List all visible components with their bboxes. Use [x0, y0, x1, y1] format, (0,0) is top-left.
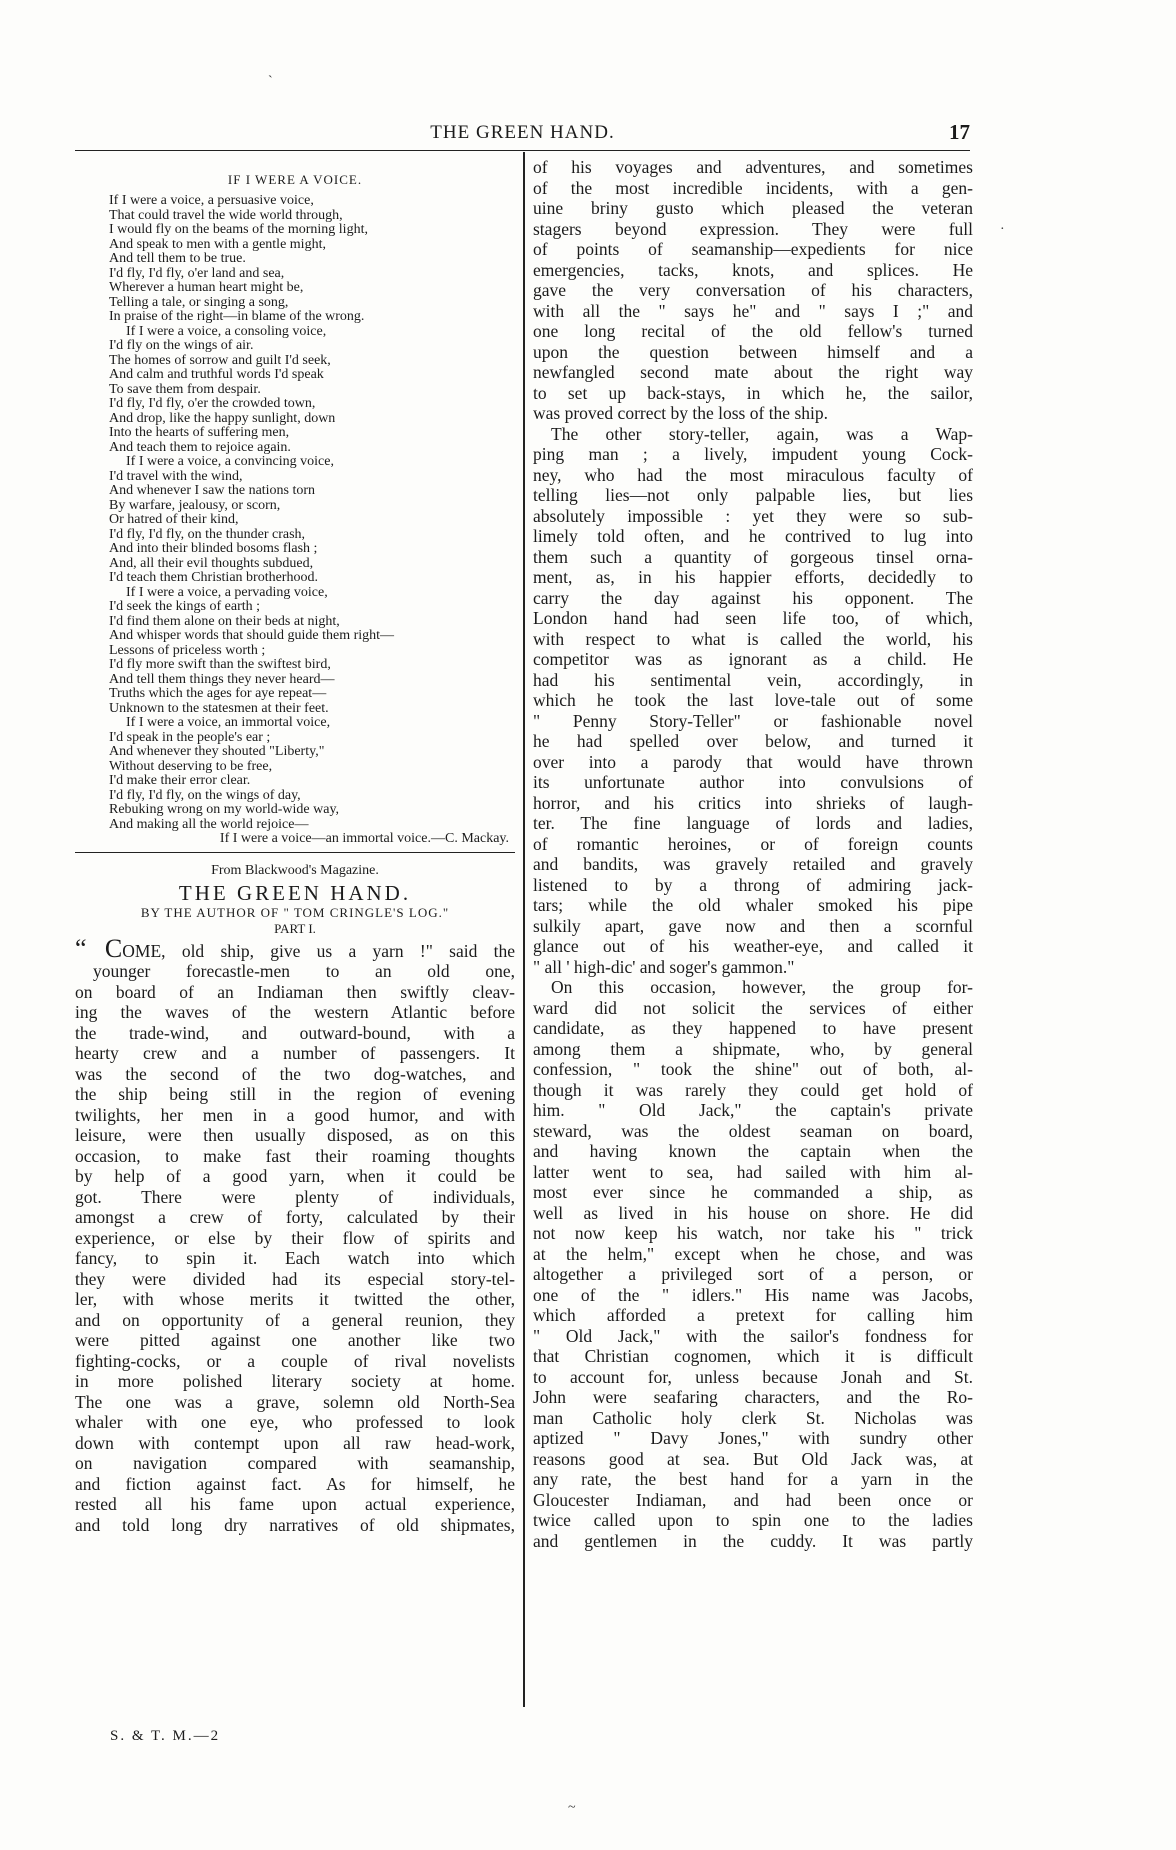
text-line: " Penny Story-Teller" or fashionable novel: [533, 710, 973, 731]
poem-line: I'd find them alone on their beds at night,: [109, 613, 340, 629]
text-line: to account for, unless because Jonah and St.: [533, 1366, 973, 1387]
text-line: competitor was as ignorant as a child. He: [533, 649, 973, 669]
text-line: on board of an Indiaman then swiftly cleav-: [75, 981, 515, 1002]
text-line: ping man ; a lively, impudent young Cock-: [533, 444, 973, 464]
left-column: [75, 157, 515, 1535]
text-line: he had spelled over below, and turned it: [533, 731, 973, 751]
poem-line: I'd fly, I'd fly, o'er the crowded town,: [109, 396, 316, 411]
poem-line: And drop, like the happy sunlight, down: [109, 410, 336, 426]
text-line: was proved correct by the loss of the ship.: [533, 403, 828, 423]
poem-line: And into their blinded bosoms flash ;: [109, 541, 318, 556]
text-line: one of the " idlers." His name was Jacobs,: [533, 1284, 973, 1305]
text-line: any rate, the best hand for a yarn in the: [533, 1469, 973, 1489]
poem-last-line: If I were a voice—an immortal voice.—C. Mackay.: [219, 831, 509, 846]
text-line: got. There were plenty of individuals,: [75, 1186, 515, 1207]
text-line: they were divided had its especial story-tel-: [75, 1268, 515, 1289]
poem-line: By warfare, jealousy, or scorn,: [109, 497, 281, 513]
page-number: 17: [949, 120, 970, 144]
poem-line: I would fly on the beams of the morning light,: [109, 222, 368, 237]
text-line: to set up back-stays, in which he, the sailor,: [533, 382, 973, 403]
poem-line: I'd fly, I'd fly, on the wings of day,: [109, 787, 301, 803]
poem-line: And tell them to be true.: [109, 251, 246, 266]
section-rule: [75, 852, 515, 853]
text-line: not now keep his watch, nor take his " trick: [533, 1223, 973, 1243]
poem-line: I'd fly, I'd fly, on the thunder crash,: [109, 526, 306, 542]
poem-line: Telling a tale, or singing a song,: [109, 294, 289, 310]
text-line: though it was rarely they could get hold of: [533, 1079, 973, 1100]
poem-line: I'd travel with the wind,: [109, 468, 243, 484]
poem-line: Or hatred of their kind,: [109, 512, 239, 527]
text-line: amongst a crew of forty, calculated by their: [75, 1207, 515, 1227]
text-line: and on opportunity of a general reunion, they: [75, 1309, 515, 1330]
text-line: ter. The fine language of lords and ladies,: [533, 813, 973, 833]
text-line: John were seafaring characters, and the Ro-: [533, 1387, 973, 1407]
poem-line: Unknown to the statesmen at their feet.: [109, 700, 329, 716]
text-line: telling lies—not only palpable lies, but lies: [533, 485, 973, 505]
text-line: them such a quantity of gorgeous tinsel orna-: [533, 546, 973, 567]
text-line: one long recital of the old fellow's turned: [533, 321, 973, 341]
poem-line: To save them from despair.: [109, 381, 261, 397]
text-line: latter went to sea, had sailed with him al-: [533, 1161, 973, 1182]
poem-line: If I were a voice, an immortal voice,: [126, 715, 331, 730]
text-line: ney, who had the most miraculous faculty of: [533, 464, 973, 485]
text-line: of romantic heroines, or of foreign counts: [533, 833, 973, 854]
text-line: rested all his fame upon actual experience,: [75, 1494, 515, 1514]
text-line: man Catholic holy clerk St. Nicholas was: [533, 1407, 973, 1428]
text-line: on navigation compared with seamanship,: [75, 1453, 515, 1473]
poem-line: And calm and truthful words I'd speak: [109, 367, 324, 382]
text-line: fancy, to spin it. Each watch into which: [75, 1248, 515, 1268]
text-line: experience, or else by their flow of spirits and: [75, 1227, 515, 1248]
text-line: glance out of his weather-eye, and called it: [533, 936, 973, 956]
text-line: leisure, were then usually disposed, as on this: [75, 1125, 515, 1145]
text-line: ler, with whose merits it twitted the other,: [75, 1289, 515, 1309]
text-line: of points of seamanship—expedients for nice: [533, 239, 973, 259]
text-line: Gloucester Indiaman, and had been once or: [533, 1489, 973, 1510]
text-line: which he took the last love-tale out of some: [533, 690, 973, 710]
poem-line: I'd fly on the wings of air.: [109, 338, 254, 353]
text-line: over into a parody that would have thrown: [533, 751, 973, 772]
text-line: that Christian cognomen, which it is difficult: [533, 1346, 973, 1366]
text-line: down with contempt upon all raw head-work,: [75, 1432, 515, 1453]
text-line: well as lived in his house on shore. He did: [533, 1202, 973, 1223]
text-line: stagers beyond expression. They were full: [533, 218, 973, 239]
text-line: fighting-cocks, or a couple of rival novelists: [75, 1350, 515, 1371]
poem-line: And, all their evil thoughts subdued,: [109, 555, 314, 571]
text-line: emergencies, tacks, knots, and splices. He: [533, 259, 973, 280]
article-body-left: [75, 939, 515, 1536]
text-line: carry the day against his opponent. The: [533, 587, 973, 608]
text-line: aptized " Davy Jones," with sundry other: [533, 1428, 973, 1448]
article-title: THE GREEN HAND.: [178, 880, 412, 905]
text-line: On this occasion, however, the group for-: [551, 977, 973, 997]
text-line: London hand had seen life too, of which,: [533, 608, 973, 628]
text-line: at the helm," except when he chose, and was: [533, 1243, 973, 1264]
running-header: [75, 120, 970, 151]
text-line: and gentlemen in the cuddy. It was partly: [533, 1530, 973, 1551]
right-column: [533, 157, 973, 1551]
text-line: sulkily apart, gave now and then a scornful: [533, 915, 973, 936]
poem-line: If I were a voice, a convincing voice,: [126, 454, 334, 469]
poem-line: If I were a voice, a pervading voice,: [126, 584, 328, 600]
stray-mark: ˋ: [268, 74, 273, 89]
text-line: " Old Jack," with the sailor's fondness for: [533, 1325, 973, 1346]
poem-line: And making all the world rejoice—: [109, 816, 309, 832]
text-line: ward did not solicit the services of either: [533, 997, 973, 1018]
text-line: the trade-wind, and outward-bound, with a: [75, 1022, 515, 1043]
text-line: younger forecastle-men to an old one,: [93, 961, 515, 981]
text-line: tars; while the old whaler smoked his pipe: [533, 895, 973, 915]
poem-line: And teach them to rejoice again.: [109, 439, 291, 455]
poem-line: I'd fly, I'd fly, o'er land and sea,: [109, 265, 285, 281]
poem-line: Lessons of priceless worth ;: [109, 642, 266, 658]
running-title: THE GREEN HAND.: [430, 122, 615, 143]
text-line: and bandits, was gravely retailed and gravely: [533, 854, 973, 874]
text-line: absolutely impossible : yet they were so sub-: [533, 505, 973, 526]
poem-line: I'd teach them Christian brotherhood.: [109, 570, 318, 585]
poem-line: And tell them things they never heard—: [109, 671, 335, 687]
text-line: of his voyages and adventures, and sometimes: [533, 157, 973, 177]
poem-line: That could travel the wide world through,: [109, 207, 343, 223]
text-line: uine briny gusto which pleased the veteran: [533, 198, 973, 218]
poem-line: I'd make their error clear.: [109, 773, 251, 788]
article-body-right: [533, 157, 973, 1551]
text-line: most ever since he commanded a ship, as: [533, 1182, 973, 1202]
text-line: by help of a good yarn, when it could be: [75, 1166, 515, 1186]
poem-body: [75, 194, 515, 832]
poem-line: Truths which the ages for aye repeat—: [109, 686, 327, 701]
text-line: “ COME, old ship, give us a yarn !" said the: [75, 939, 515, 962]
text-line: reasons good at sea. But Old Jack was, at: [533, 1448, 973, 1469]
text-line: ing the waves of the western Atlantic before: [75, 1002, 515, 1022]
text-line: occasion, to make fast their roaming thoughts: [75, 1145, 515, 1166]
poem-line: The homes of sorrow and guilt I'd seek,: [109, 352, 331, 368]
text-line: with respect to what is called the world, his: [533, 628, 973, 649]
poem-line: I'd seek the kings of earth ;: [109, 599, 261, 614]
text-line: listened to by a throng of admiring jack-: [533, 874, 973, 895]
text-line: whaler with one eye, who professed to look: [75, 1412, 515, 1432]
poem-line: If I were a voice, a persuasive voice,: [109, 193, 314, 208]
text-line: twice called upon to spin one to the ladies: [533, 1510, 973, 1530]
poem-line: And whenever they shouted "Liberty,": [109, 744, 325, 759]
text-line: were pitted against one another like two: [75, 1330, 515, 1350]
stray-mark: ·: [1000, 222, 1005, 237]
poem-line: Into the hearts of suffering men,: [109, 425, 290, 440]
text-line: which afforded a pretext for calling him: [533, 1305, 973, 1325]
text-line: horror, and his critics into shrieks of laugh-: [533, 792, 973, 813]
text-line: newfangled second mate about the right way: [533, 362, 973, 382]
text-line: candidate, as they happened to have present: [533, 1018, 973, 1038]
text-line: hearty crew and a number of passengers. It: [75, 1043, 515, 1063]
text-line: of the most incredible incidents, with a gen-: [533, 177, 973, 198]
text-line: him. " Old Jack," the captain's private: [533, 1100, 973, 1120]
signature-mark: S. & T. M.—2: [110, 1728, 221, 1744]
poem-line: I'd speak in the people's ear ;: [109, 729, 271, 745]
text-line: " all ' high-dic' and soger's gammon.": [533, 956, 795, 977]
text-line: upon the question between himself and a: [533, 341, 973, 362]
text-line: steward, was the oldest seaman on board,: [533, 1120, 973, 1141]
poem-line: I'd fly more swift than the swiftest bird,: [109, 657, 331, 672]
text-line: had his sentimental vein, accordingly, in: [533, 669, 973, 690]
text-line: with all the " says he" and " says I ;" and: [533, 300, 973, 321]
text-line: and told long dry narratives of old shipmates,: [75, 1514, 515, 1535]
text-line: The other story-teller, again, was a Wap-: [551, 423, 973, 444]
text-line: twilights, her men in a good humor, and with: [75, 1104, 515, 1125]
article-part: PART I.: [274, 920, 316, 936]
text-line: ment, as, in his happier efforts, decidedly to: [533, 567, 973, 587]
text-line: confession, " took the shine" out of both, al-: [533, 1059, 973, 1079]
text-line: limely told often, and he contrived to lug into: [533, 526, 973, 546]
poem-line: In praise of the right—in blame of the wrong.: [109, 309, 365, 324]
text-line: among them a shipmate, who, by general: [533, 1038, 973, 1059]
text-line: The one was a grave, solemn old North-Sea: [75, 1391, 515, 1412]
poem-line: And speak to men with a gentle might,: [109, 236, 326, 252]
text-line: its unfortunate author into convulsions of: [533, 772, 973, 792]
text-line: and having known the captain when the: [533, 1141, 973, 1161]
text-line: the ship being still in the region of evening: [75, 1084, 515, 1104]
article-source: From Blackwood's Magazine.: [211, 862, 379, 878]
drop-cap: “ C: [75, 938, 123, 961]
text-line: altogether a privileged sort of a person, or: [533, 1264, 973, 1284]
poem-line: Rebuking wrong on my world-wide way,: [109, 802, 340, 817]
poem-line: And whisper words that should guide them right—: [109, 628, 395, 643]
poem-line: If I were a voice, a consoling voice,: [126, 323, 327, 339]
stray-mark: ~: [568, 1800, 576, 1815]
text-line: was the second of the two dog-watches, and: [75, 1063, 515, 1084]
poem-title: IF I WERE A VOICE.: [227, 172, 363, 187]
article-byline: BY THE AUTHOR OF " TOM CRINGLE'S LOG.": [140, 904, 450, 920]
poem-line: Wherever a human heart might be,: [109, 280, 304, 295]
text-line: gave the very conversation of his characters,: [533, 280, 973, 300]
poem-line: Without deserving to be free,: [109, 758, 273, 774]
column-divider: [523, 152, 525, 1707]
text-line: in more polished literary society at home.: [75, 1371, 515, 1391]
text-line: and fiction against fact. As for himself, he: [75, 1473, 515, 1494]
poem-line: And whenever I saw the nations torn: [109, 483, 316, 498]
